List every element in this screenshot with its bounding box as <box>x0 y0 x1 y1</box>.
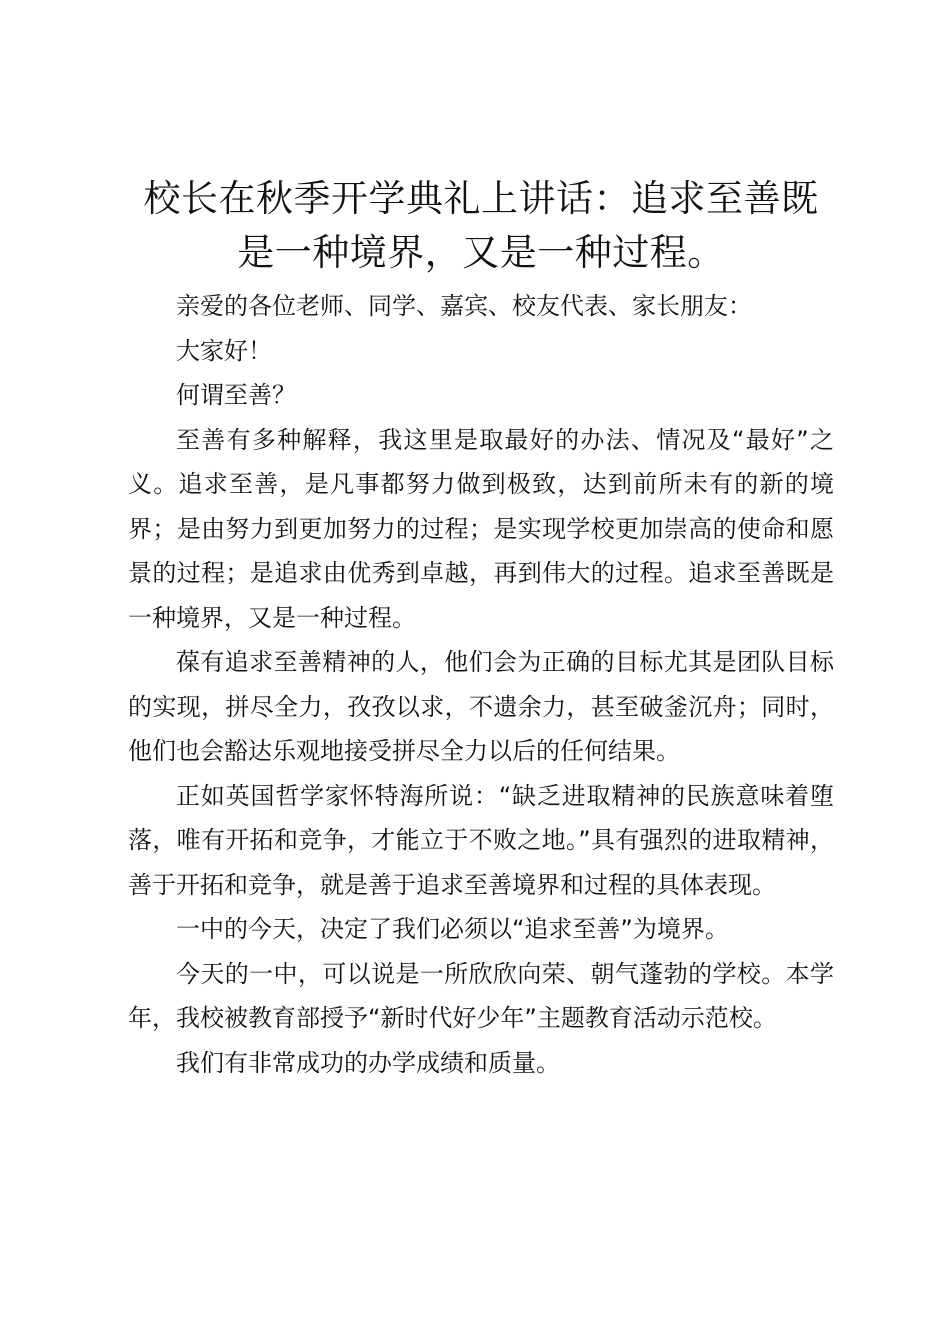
paragraph-greeting: 大家好！ <box>176 336 272 365</box>
paragraph-achievement: 我们有非常成功的办学成绩和质量。 <box>176 1048 560 1077</box>
paragraph-salutation: 亲爱的各位老师、同学、嘉宾、校友代表、家长朋友： <box>176 292 752 320</box>
paragraph-today: 一中的今天，决定了我们必须以“追求至善”为境界。 <box>176 915 729 943</box>
document-page <box>128 172 834 1085</box>
paragraph-spirit: 葆有追求至善精神的人，他们会为正确的目标尤其是团队目标的实现，拼尽全力，孜孜以求，不遗余力，甚至破釜沉舟；同时，他们也会豁达乐观地接受拼尽全力以后的任何结果。 <box>128 648 834 765</box>
paragraph-definition: 至善有多种解释，我这里是取最好的办法、情况及“最好”之义。追求至善，是凡事都努力做到极致，达到前所未有的新的境界；是由努力到更加努力的过程；是实现学校更加崇高的使命和愿景的过程；是追求由优秀到卓越，再到伟大的过程。追求至善既是一种境界，又是一种过程。 <box>128 425 834 632</box>
document-title: 校长在秋季开学典礼上讲话：追求至善既是一种境界，又是一种过程。 <box>143 177 819 274</box>
paragraph-school: 今天的一中，可以说是一所欣欣向荣、朝气蓬勃的学校。本学年，我校被教育部授予“新时代好少年”主题教育活动示范校。 <box>128 959 834 1032</box>
paragraph-question: 何谓至善？ <box>176 381 296 409</box>
paragraph-quote: 正如英国哲学家怀特海所说：“缺乏进取精神的民族意味着堕落，唯有开拓和竞争，才能立于不败之地。”具有强烈的进取精神，善于开拓和竞争，就是善于追求至善境界和过程的具体表现。 <box>128 781 834 899</box>
document-body <box>128 284 834 1085</box>
